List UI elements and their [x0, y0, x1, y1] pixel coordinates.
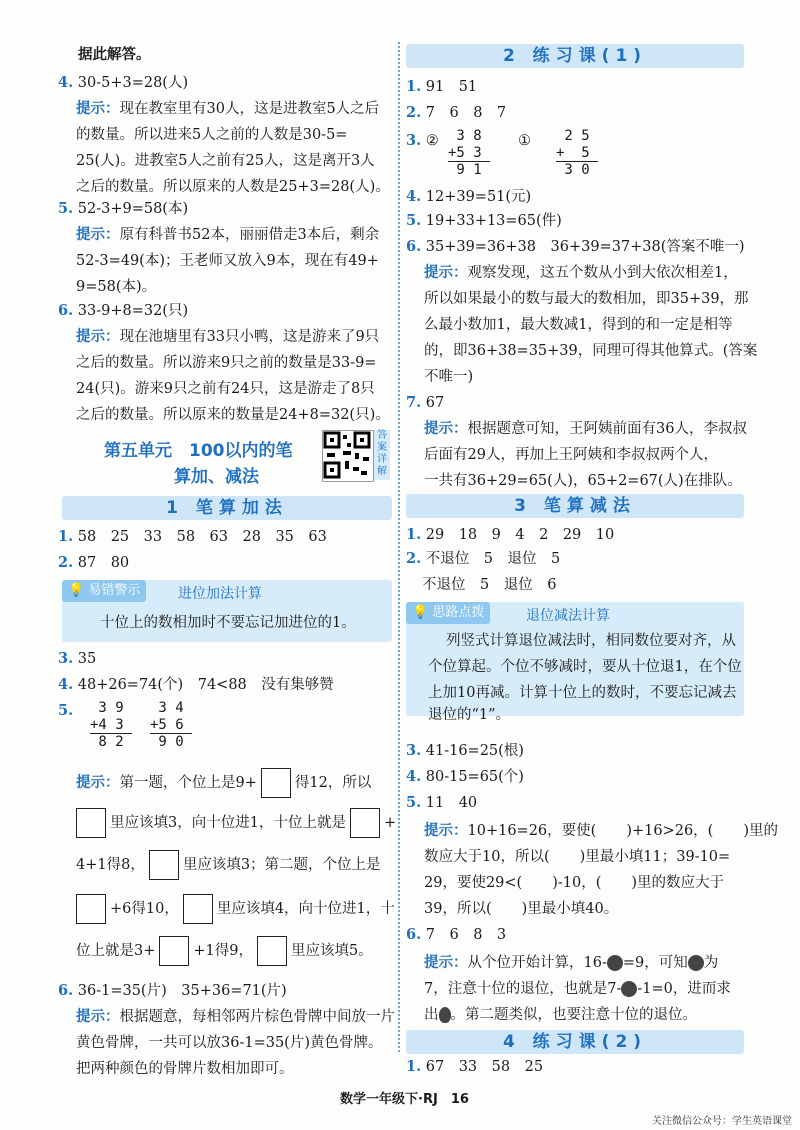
apple-icon — [607, 955, 623, 971]
column-divider — [398, 42, 400, 1052]
answer: 87 80 — [77, 555, 130, 571]
vertical-calc-1: 3 9 +4 3 8 2 — [90, 700, 124, 750]
hint-text: 黄色骨牌，一共可以放36-1=35(片)黄色骨牌。 — [76, 1035, 383, 1051]
hint-text: 的，即36+38=35+39，同理可得其他算式。(答案 — [424, 343, 758, 359]
question-number: 2. — [406, 104, 422, 121]
blank-box — [350, 808, 380, 838]
question-number: 3. — [406, 742, 422, 759]
warning-callout-title: 进位加法计算 — [178, 586, 262, 602]
blank-box — [261, 768, 291, 798]
warning-callout-header: 💡 易错警示 — [62, 580, 146, 602]
unit-title-line2: 算加、减法 — [174, 467, 259, 487]
answer: 52-3+9=58(本) — [77, 201, 189, 217]
question-number: 6. — [58, 982, 74, 999]
answer: 30-5+3=28(人) — [77, 75, 189, 91]
hint-text: 不唯一) — [424, 369, 474, 385]
idea-text: 退位的“1”。 — [428, 707, 511, 723]
question-number: 2. — [406, 550, 422, 567]
blank-box — [159, 936, 189, 966]
question-number: 5. — [406, 212, 422, 229]
idea-text: 上加10再减。计算十位上的数时，不要忘记减去 — [428, 685, 737, 701]
bulb-icon: 💡 — [412, 605, 429, 620]
answer: 48+26=74(个) 74<88 没有集够赞 — [77, 677, 334, 693]
blank-box — [149, 850, 179, 880]
hint-label: 提示： — [76, 1008, 120, 1025]
blank-box — [76, 894, 106, 924]
calc-line — [448, 161, 490, 162]
idea-callout-header: 💡 思路点拨 — [406, 602, 490, 624]
unit-title-line1: 第五单元 100以内的笔 — [104, 441, 293, 461]
hint-label: 提示： — [424, 822, 468, 839]
answer: 33-9+8=32(只) — [77, 303, 189, 319]
hint-text: 把两种颜色的骨牌片数相加即可。 — [76, 1061, 294, 1077]
question-number: 1. — [406, 526, 422, 543]
hint-label: 提示： — [424, 954, 468, 971]
blank-box — [257, 936, 287, 966]
hint-label: 提示： — [76, 774, 120, 791]
hint-text: 之后的数量。所以原来的数量是24+8=32(只)。 — [76, 407, 390, 423]
vertical-calc-4: 2 5 + 5 3 0 — [556, 128, 590, 178]
warning-callout-body: 十位上的数相加时不要忘记加进位的1。 — [100, 615, 356, 631]
hint-text: 之后的数量。所以原来的人数是25+3=28(人)。 — [76, 179, 390, 195]
idea-text: 个位算起。个位不够减时，要从十位退1，在个位 — [428, 659, 742, 675]
section-header-4: 4 练习课(2) — [406, 1030, 744, 1054]
apple-icon — [688, 955, 704, 971]
calc-line — [90, 733, 132, 734]
vertical-calc-3: 3 8 +5 3 9 1 — [448, 128, 482, 178]
question-number: 4. — [58, 74, 74, 91]
question-number: 5. — [58, 702, 74, 719]
question-number: 4. — [58, 676, 74, 693]
section-header-2: 2 练习课(1) — [406, 44, 744, 68]
blank-box — [76, 808, 106, 838]
hint-label: 提示： — [76, 328, 120, 345]
question-number: 7. — [406, 394, 422, 411]
calc-line — [556, 161, 598, 162]
hint-text: 现在教室里有30人，这是进教室5人之后 — [119, 101, 380, 117]
answer: 58 25 33 58 63 28 35 63 — [77, 529, 327, 545]
question-number: 3. — [58, 650, 74, 667]
hint-text: 后面有29人，再加上王阿姨和李叔叔两个人， — [424, 447, 718, 463]
hint-label: 提示： — [424, 420, 468, 437]
question-number: 6. — [406, 926, 422, 943]
question-number: 5. — [58, 200, 74, 217]
hint-text: 24(只)。游来9只之前有24只，这是游走了8只 — [76, 381, 375, 397]
hint-text: 么最小数加1，最大数减1，得到的和一定是相等 — [424, 317, 733, 333]
hint-text: 的数量。所以进来5人之前的人数是30-5= — [76, 127, 348, 143]
drop-icon — [439, 1007, 451, 1023]
idea-text: 列竖式计算退位减法时，相同数位要对齐，从 — [446, 633, 736, 649]
hint-text: 之后的数量。所以游来9只之前的数量是33-9= — [76, 355, 377, 371]
hint-text: 52-3=49(本)；王老师又放入9本，现在有49+ — [76, 253, 379, 269]
hint-text: 原有科普书52本，丽丽借走3本后，剩余 — [119, 227, 380, 243]
hint-label: 提示： — [424, 264, 468, 281]
book-title: 数学一年级下·RJ — [340, 1092, 438, 1107]
question-number: 1. — [406, 78, 422, 95]
section-header-3: 3 笔算减法 — [406, 494, 744, 518]
question-number: 5. — [406, 794, 422, 811]
question-number: 2. — [58, 554, 74, 571]
qr-code[interactable] — [322, 430, 374, 482]
question-number: 6. — [406, 238, 422, 255]
vertical-calc-2: 3 4 +5 6 9 0 — [150, 700, 184, 750]
answer: 不退位 5 退位 6 — [422, 577, 557, 593]
answer: 35 — [77, 651, 97, 667]
hint-label: 提示： — [76, 226, 120, 243]
question-number: 3. — [406, 132, 422, 149]
mark: ① — [518, 133, 531, 149]
qr-label: 答案详解 — [374, 430, 390, 480]
apple-icon — [621, 981, 637, 997]
hint-text: 所以如果最小的数与最大的数相加，即35+39，那 — [424, 291, 749, 307]
question-number: 4. — [406, 768, 422, 785]
page-footer — [340, 1088, 469, 1107]
blank-box — [183, 894, 213, 924]
hint-text: 25(人)。进教室5人之前有25人，这是离开3人 — [76, 153, 375, 169]
hint-text: 现在池塘里有33只小鸭，这是游来了9只 — [119, 329, 380, 345]
question-number: 1. — [406, 1058, 422, 1075]
question-number: 4. — [406, 188, 422, 205]
page-number: 16 — [450, 1092, 469, 1107]
bulb-icon: 💡 — [68, 583, 85, 598]
watermark: 关注微信公众号：学生英语课堂 — [652, 1116, 792, 1127]
section-header-1: 1 笔算加法 — [62, 496, 392, 520]
idea-callout-title: 退位减法计算 — [526, 608, 610, 624]
calc-line — [150, 733, 192, 734]
question-number: 1. — [58, 528, 74, 545]
hint-label: 提示： — [76, 100, 120, 117]
hint-text: 9=58(本)。 — [76, 279, 157, 295]
text-line: 据此解答。 — [78, 46, 151, 63]
hint-text: 一共有36+29=65(人)，65+2=67(人)在排队。 — [424, 473, 742, 489]
answer: 36-1=35(片) 35+36=71(片) — [77, 983, 287, 999]
question-number: 6. — [58, 302, 74, 319]
